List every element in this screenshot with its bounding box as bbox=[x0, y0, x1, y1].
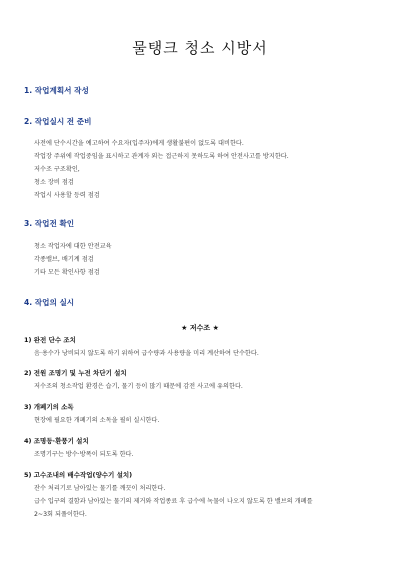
subitem-line: 2~3회 되풀이한다. bbox=[34, 511, 87, 518]
section-heading-4: 4. 작업의 실시 bbox=[24, 298, 75, 307]
section-2-line: 저수조 구조확인, bbox=[34, 166, 80, 173]
subitem-line: 현장에 필요한 개폐기의 소독을 필히 실시한다. bbox=[34, 417, 160, 424]
section-heading-1: 1. 작업계획서 작성 bbox=[24, 86, 89, 95]
subitem-line: 음·용수가 낭비되지 않도록 하기 위하여 급수량과 사용량을 미리 계산하여 단수한다. bbox=[34, 350, 259, 357]
section-heading-2: 2. 작업실시 전 준비 bbox=[24, 117, 92, 126]
section-3-line: 기타 모든 확인사항 점검 bbox=[34, 269, 100, 276]
subitem-heading-5: 5) 고수조내의 배수작업(양수기 설치) bbox=[24, 471, 133, 479]
subitem-line: 조명기구는 방수·방폭이 되도록 한다. bbox=[34, 451, 134, 458]
section-2-line: 작업장 주위에 작업중임을 표시하고 관계자 외는 접근하지 못하도록 하여 안전사고를 방지한다. bbox=[34, 153, 289, 160]
subitem-heading-1: 1) 완전 단수 조치 bbox=[24, 336, 76, 344]
subitem-line: 저수조의 청소작업 환경은 습기, 물기 등이 많기 때문에 감전 사고에 유의한다. bbox=[34, 383, 243, 390]
subitem-heading-3: 3) 개폐기의 소독 bbox=[24, 403, 74, 411]
section-3-line: 각종밸브, 배기계 점검 bbox=[34, 256, 94, 263]
subitem-heading-4: 4) 조명등·환풍기 설치 bbox=[24, 437, 89, 445]
subitem-heading-2: 2) 전원 조명기 및 누전 차단기 설치 bbox=[24, 369, 127, 377]
section-heading-3: 3. 작업전 확인 bbox=[24, 219, 75, 228]
document-title: 물탱크 청소 시방서 bbox=[132, 39, 268, 57]
subitem-line: 급수 입구의 결함과 남아있는 물기의 제거와 작업종료 후 급수에 녹물이 나오지 않도록 한 밸브의 개폐를 bbox=[34, 498, 313, 505]
subitem-line: 잔수 처리기로 남아있는 물기를 깨끗이 처리한다. bbox=[34, 485, 166, 492]
section-2-line: 작업시 사용할 등력 점검 bbox=[34, 192, 100, 199]
section-3-line: 청소 작업자에 대한 안전교육 bbox=[34, 243, 112, 250]
reservoir-banner: ★ 저수조 ★ bbox=[181, 324, 219, 332]
section-2-line: 사전에 단수시간을 예고하여 수요자(입주자)에게 생활불편이 없도록 대비한다. bbox=[34, 140, 244, 147]
section-2-line: 청소 장비 점검 bbox=[34, 179, 74, 186]
